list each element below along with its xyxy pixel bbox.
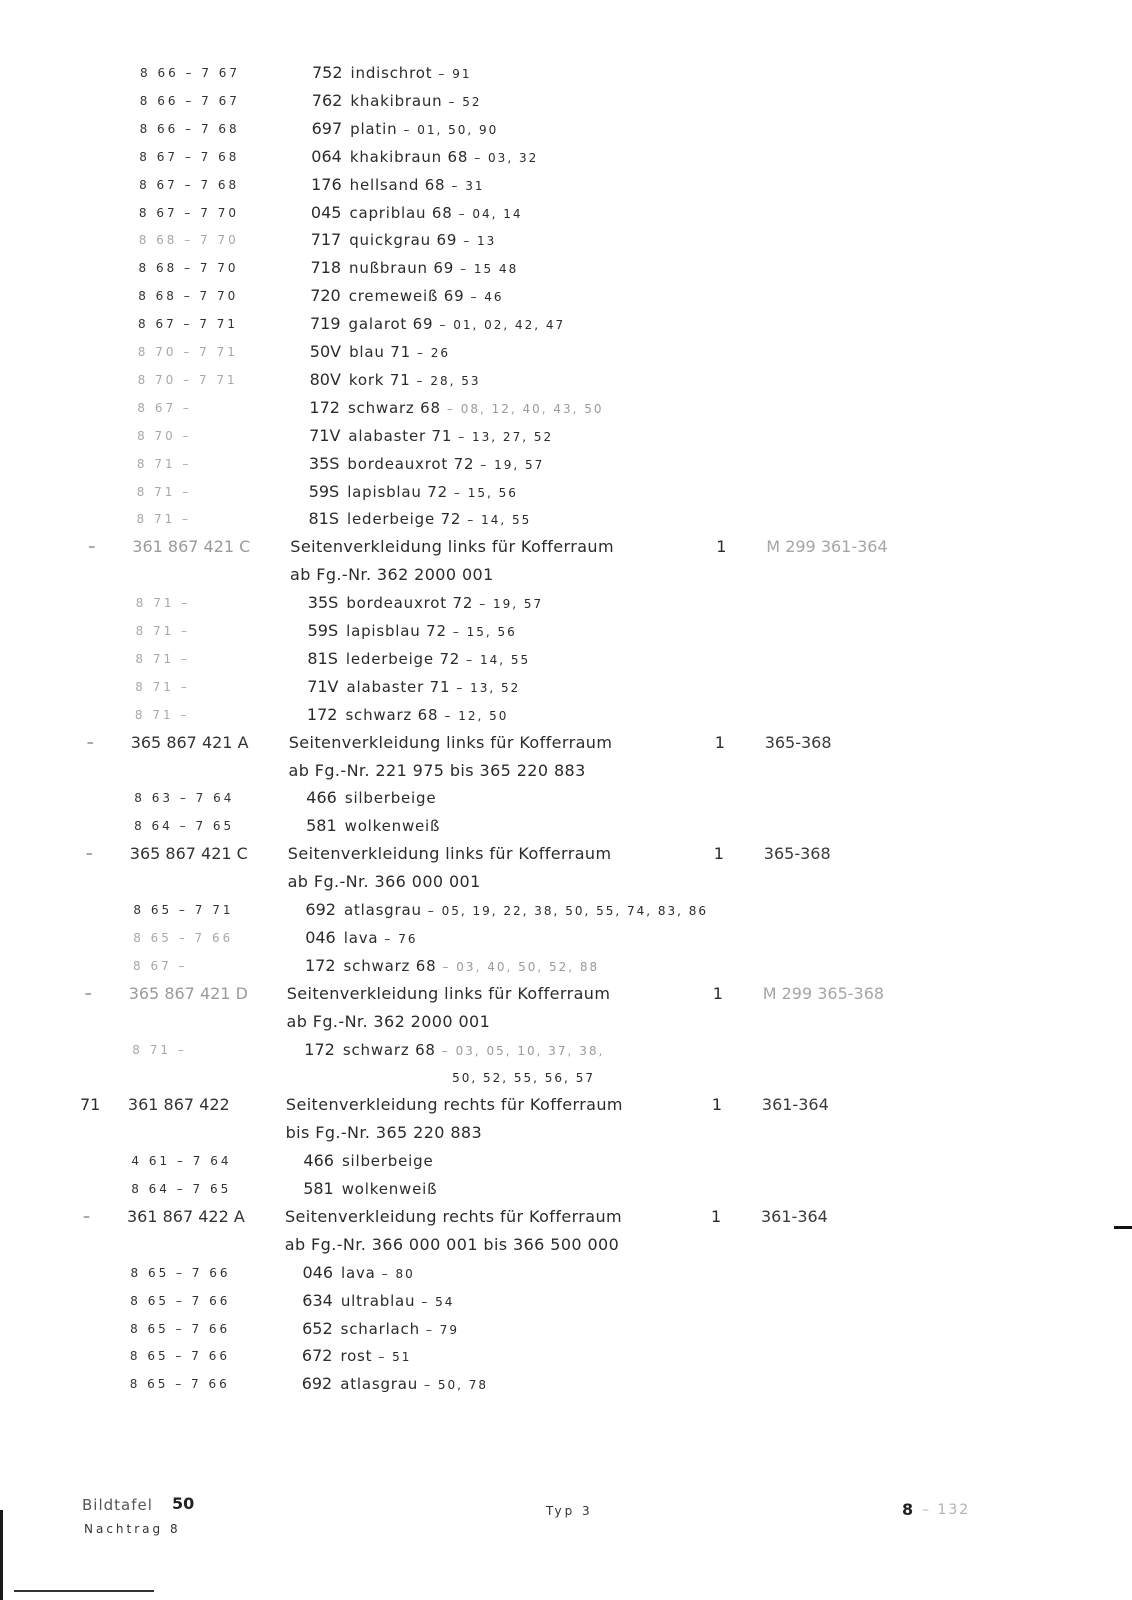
validity-date: 8 70 – 7 71 <box>137 372 238 387</box>
part-description: Seitenverkleidung links für Kofferraum <box>287 844 612 864</box>
colour-entry <box>311 229 497 252</box>
validity-date: 8 70 – 7 71 <box>137 345 238 359</box>
page-number-major: 8 <box>902 1500 914 1519</box>
validity-date: 8 64 – 7 65 <box>134 819 235 834</box>
colour-entry <box>304 1039 604 1062</box>
colour-name: capriblau 68 <box>349 203 453 222</box>
table-row <box>0 1234 1132 1262</box>
table-row <box>0 620 1132 648</box>
usage-codes: – 91 <box>438 67 472 81</box>
colour-entry <box>305 927 417 950</box>
table-row <box>0 285 1132 313</box>
colour-entry <box>305 955 599 978</box>
table-row <box>0 564 1132 592</box>
table-row <box>0 1178 1132 1206</box>
table-row <box>0 202 1132 230</box>
validity-date: 8 65 – 7 66 <box>130 1321 231 1336</box>
colour-name: atlasgrau <box>343 901 422 919</box>
part-number: 361 867 421 C <box>132 537 251 557</box>
part-number: 365 867 421 D <box>128 983 248 1003</box>
colour-entry <box>303 1178 437 1200</box>
colour-name: schwarz 68 <box>342 1040 436 1059</box>
validity-date: 8 68 – 7 70 <box>138 261 239 276</box>
colour-name: wolkenweiß <box>341 1180 438 1198</box>
colour-name: schwarz 68 <box>343 956 437 975</box>
usage-codes: – 79 <box>425 1322 459 1337</box>
colour-entry <box>310 313 565 336</box>
table-row <box>0 732 1132 760</box>
usage-codes: – 12, 50 <box>444 708 509 723</box>
validity-date: 8 71 – <box>135 651 190 666</box>
table-row <box>0 1150 1132 1178</box>
quantity: 1 <box>711 1206 722 1226</box>
colour-code: 172 <box>305 955 336 975</box>
validity-date: 8 65 – 7 66 <box>129 1377 230 1392</box>
colour-code: 172 <box>309 397 340 417</box>
quantity: 1 <box>711 1095 723 1115</box>
table-row <box>0 174 1132 202</box>
colour-code: 718 <box>310 258 342 278</box>
part-description: ab Fg.-Nr. 221 975 bis 365 220 883 <box>288 760 586 780</box>
table-row <box>0 118 1132 146</box>
colour-name: lederbeige 72 <box>347 510 462 529</box>
bottom-rule <box>14 1590 154 1592</box>
usage-codes: – 15, 56 <box>453 485 518 500</box>
usage-codes: 50, 52, 55, 56, 57 <box>452 1071 595 1086</box>
colour-name: alabaster 71 <box>348 426 453 445</box>
usage-codes: – 26 <box>416 346 451 360</box>
colour-code: 697 <box>311 118 343 138</box>
table-row <box>0 508 1132 536</box>
table-row <box>0 425 1132 453</box>
table-row <box>0 313 1132 341</box>
colour-entry <box>309 425 553 448</box>
colour-name: khakibraun <box>350 91 443 110</box>
table-row <box>0 1066 1132 1094</box>
usage-codes: – 52 <box>448 94 482 109</box>
usage-codes: – 04, 14 <box>458 206 523 221</box>
colour-entry <box>309 508 532 531</box>
remark: 361-364 <box>761 1095 829 1115</box>
colour-name: hellsand 68 <box>349 175 446 194</box>
plate-label: Bildtafel <box>82 1496 153 1514</box>
colour-code: 634 <box>302 1290 333 1310</box>
colour-entry <box>452 1066 595 1089</box>
colour-entry <box>311 174 484 197</box>
quantity: 1 <box>713 844 724 864</box>
usage-codes: – 14, 55 <box>467 513 532 528</box>
usage-codes: – 14, 55 <box>466 652 531 667</box>
position-number: 71 <box>80 1095 101 1115</box>
colour-entry <box>306 815 440 837</box>
quantity: 1 <box>716 537 727 557</box>
colour-code: 59S <box>307 621 339 640</box>
colour-code: 466 <box>306 788 337 808</box>
colour-code: 172 <box>306 704 338 724</box>
colour-entry <box>303 1150 433 1172</box>
part-number: 365 867 421 C <box>129 844 248 864</box>
colour-entry <box>302 1373 488 1396</box>
colour-name: schwarz 68 <box>347 398 441 417</box>
colour-code: 045 <box>310 202 342 222</box>
usage-codes: – 19, 57 <box>480 457 545 472</box>
remark: M 299 361-364 <box>766 537 888 557</box>
colour-entry <box>309 453 544 476</box>
colour-code: 71V <box>307 676 339 696</box>
validity-date: 4 61 – 7 64 <box>131 1154 232 1169</box>
table-row <box>0 1206 1132 1234</box>
colour-code: 81S <box>307 648 338 668</box>
table-row <box>0 146 1132 174</box>
colour-name: atlasgrau <box>340 1375 419 1394</box>
table-row <box>0 927 1132 955</box>
colour-code: 59S <box>308 481 340 501</box>
usage-codes: – 13, 52 <box>456 680 521 695</box>
usage-codes: – 54 <box>421 1294 455 1309</box>
colour-entry <box>310 285 503 308</box>
item-dash: – <box>84 985 92 1002</box>
colour-name: blau 71 <box>349 343 411 361</box>
table-row <box>0 592 1132 620</box>
usage-codes: – 01, 02, 42, 47 <box>439 318 566 333</box>
usage-codes: – 80 <box>381 1266 415 1281</box>
colour-name: wolkenweiß <box>344 817 441 836</box>
plate-number: 50 <box>172 1494 195 1513</box>
table-row <box>0 815 1132 843</box>
usage-codes: – 46 <box>470 290 504 305</box>
table-row <box>0 481 1132 509</box>
usage-codes: – 31 <box>451 178 485 193</box>
usage-codes: – 28, 53 <box>416 373 481 388</box>
table-row <box>0 369 1132 397</box>
validity-date: 8 71 – <box>135 624 191 638</box>
colour-entry <box>311 257 519 280</box>
table-row <box>0 1345 1132 1373</box>
colour-name: lapisblau 72 <box>346 622 447 640</box>
colour-code: 692 <box>301 1374 333 1394</box>
colour-name: scharlach <box>340 1319 420 1338</box>
table-row <box>0 536 1132 564</box>
colour-entry <box>305 899 708 922</box>
colour-entry <box>312 62 471 85</box>
table-row <box>0 1122 1132 1150</box>
item-dash: – <box>83 1208 90 1225</box>
colour-name: bordeauxrot 72 <box>347 454 475 473</box>
part-number: 361 867 422 <box>127 1095 230 1115</box>
part-number: 365 867 421 A <box>130 732 249 752</box>
validity-date: 8 67 – <box>133 958 188 973</box>
validity-date: 8 63 – 7 64 <box>134 791 235 806</box>
part-description: ab Fg.-Nr. 366 000 001 <box>287 872 481 892</box>
colour-code: 80V <box>309 369 341 389</box>
validity-date: 8 65 – 7 71 <box>133 903 234 917</box>
colour-code: 581 <box>306 816 337 836</box>
usage-codes: – 13, 27, 52 <box>458 429 554 444</box>
colour-entry <box>302 1345 412 1368</box>
colour-name: lapisblau 72 <box>347 482 448 501</box>
validity-date: 8 67 – 7 71 <box>138 317 239 332</box>
validity-date: 8 65 – 7 66 <box>130 1265 231 1280</box>
colour-code: 719 <box>310 314 341 334</box>
colour-name: silberbeige <box>344 789 437 808</box>
colour-entry <box>311 146 538 169</box>
usage-codes: – 15, 56 <box>452 625 517 639</box>
usage-codes: – 03, 05, 10, 37, 38, <box>441 1043 605 1058</box>
table-row <box>0 1318 1132 1346</box>
colour-code: 652 <box>302 1318 333 1338</box>
usage-codes: – 01, 50, 90 <box>403 122 499 137</box>
validity-date: 8 71 – <box>136 456 192 471</box>
item-dash: – <box>88 539 96 556</box>
validity-date: 8 65 – 7 66 <box>133 930 234 945</box>
validity-date: 8 64 – 7 65 <box>131 1182 232 1196</box>
table-row <box>0 1011 1132 1039</box>
part-description: ab Fg.-Nr. 362 2000 001 <box>290 565 494 585</box>
colour-code: 172 <box>304 1039 335 1059</box>
colour-code: 81S <box>308 509 340 529</box>
item-dash: – <box>86 734 94 751</box>
colour-code: 50V <box>309 342 342 361</box>
colour-entry <box>310 341 450 364</box>
bottom-left-scan-edge <box>0 1510 3 1600</box>
supplement-label: Nachtrag 8 <box>84 1522 181 1536</box>
table-row <box>0 62 1132 90</box>
page-number-minor: – 132 <box>922 1502 971 1518</box>
part-number: 361 867 422 A <box>127 1206 245 1226</box>
table-row <box>0 648 1132 676</box>
colour-name: lava <box>343 928 379 947</box>
table-row <box>0 1373 1132 1401</box>
table-row <box>0 229 1132 257</box>
validity-date: 8 71 – <box>135 679 190 694</box>
vehicle-type: Typ 3 <box>546 1504 593 1518</box>
table-row <box>0 704 1132 732</box>
colour-entry <box>307 704 508 727</box>
colour-name: nußbraun 69 <box>349 259 455 278</box>
validity-date: 8 71 – <box>136 484 192 499</box>
validity-date: 8 66 – 7 68 <box>139 121 240 136</box>
validity-date: 8 66 – 7 67 <box>140 66 241 80</box>
colour-name: rost <box>340 1347 373 1366</box>
validity-date: 8 71 – <box>132 1042 187 1057</box>
colour-name: lederbeige 72 <box>345 649 461 668</box>
colour-entry <box>302 1290 454 1313</box>
colour-entry <box>310 369 481 392</box>
table-row <box>0 1094 1132 1122</box>
table-row <box>0 899 1132 927</box>
colour-name: quickgrau 69 <box>349 231 458 250</box>
colour-entry <box>307 648 530 671</box>
table-row <box>0 257 1132 285</box>
part-description: bis Fg.-Nr. 365 220 883 <box>285 1123 483 1143</box>
part-description: ab Fg.-Nr. 362 2000 001 <box>286 1011 491 1031</box>
validity-date: 8 71 – <box>134 707 190 722</box>
part-description: Seitenverkleidung rechts für Kofferraum <box>285 1095 623 1115</box>
part-description: Seitenverkleidung rechts für Kofferraum <box>285 1206 623 1226</box>
validity-date: 8 65 – 7 66 <box>130 1293 231 1308</box>
colour-name: indischrot <box>350 64 433 82</box>
validity-date: 8 65 – 7 66 <box>129 1349 230 1364</box>
table-row <box>0 453 1132 481</box>
colour-name: alabaster 71 <box>346 677 451 696</box>
colour-code: 672 <box>301 1346 333 1366</box>
validity-date: 8 71 – <box>135 596 191 611</box>
colour-name: lava <box>341 1263 376 1282</box>
colour-name: galarot 69 <box>348 315 434 334</box>
table-row <box>0 1039 1132 1067</box>
right-margin-mark <box>1114 1226 1132 1229</box>
colour-entry <box>312 90 482 113</box>
colour-entry <box>309 481 518 504</box>
colour-code: 720 <box>310 286 341 306</box>
table-row <box>0 1262 1132 1290</box>
colour-name: khakibraun 68 <box>349 147 469 166</box>
table-row <box>0 787 1132 815</box>
colour-entry <box>308 592 543 615</box>
validity-date: 8 68 – 7 70 <box>138 289 239 304</box>
colour-name: bordeauxrot 72 <box>346 594 474 613</box>
colour-entry <box>303 1262 415 1285</box>
usage-codes: – 08, 12, 40, 43, 50 <box>446 401 604 416</box>
table-row <box>0 871 1132 899</box>
colour-code: 692 <box>305 900 336 919</box>
colour-entry <box>311 202 523 225</box>
colour-name: platin <box>350 119 398 138</box>
table-row <box>0 760 1132 788</box>
colour-entry <box>309 397 603 420</box>
usage-codes: – 76 <box>384 931 418 946</box>
remark: 365-368 <box>763 844 831 864</box>
quantity: 1 <box>714 732 725 752</box>
colour-code: 35S <box>308 453 340 473</box>
validity-date: 8 67 – 7 70 <box>138 205 239 220</box>
colour-code: 046 <box>302 1262 334 1282</box>
validity-date: 8 66 – 7 67 <box>139 93 240 108</box>
colour-code: 581 <box>303 1179 334 1198</box>
colour-code: 35S <box>307 593 339 613</box>
table-row <box>0 397 1132 425</box>
colour-code: 064 <box>311 146 342 166</box>
colour-code: 466 <box>303 1151 334 1171</box>
table-row <box>0 90 1132 118</box>
colour-entry <box>308 620 517 643</box>
validity-date: 8 67 – 7 68 <box>139 177 240 192</box>
colour-name: schwarz 68 <box>345 705 439 724</box>
remark: M 299 365-368 <box>762 983 885 1003</box>
part-description: Seitenverkleidung links für Kofferraum <box>286 983 611 1003</box>
part-description: ab Fg.-Nr. 366 000 001 bis 366 500 000 <box>284 1234 620 1254</box>
colour-entry <box>312 118 499 141</box>
colour-name: ultrablau <box>340 1291 416 1310</box>
validity-date: 8 71 – <box>136 512 192 527</box>
table-row <box>0 955 1132 983</box>
remark: 361-364 <box>761 1206 828 1226</box>
colour-code: 717 <box>310 230 342 250</box>
quantity: 1 <box>712 983 723 1003</box>
part-description: Seitenverkleidung links für Kofferraum <box>288 732 613 752</box>
colour-code: 046 <box>305 927 336 947</box>
usage-codes: – 51 <box>378 1350 412 1365</box>
usage-codes: – 50, 78 <box>424 1378 489 1393</box>
colour-entry <box>302 1318 459 1341</box>
colour-name: cremeweiß 69 <box>348 287 465 306</box>
validity-date: 8 67 – <box>137 400 192 415</box>
colour-entry <box>307 676 520 699</box>
usage-codes: – 03, 40, 50, 52, 88 <box>442 959 600 974</box>
item-dash: – <box>85 846 93 863</box>
remark: 365-368 <box>764 732 832 752</box>
table-row <box>0 983 1132 1011</box>
part-description: Seitenverkleidung links für Kofferraum <box>290 537 614 557</box>
validity-date: 8 68 – 7 70 <box>138 233 239 248</box>
colour-code: 71V <box>309 425 341 445</box>
usage-codes: – 13 <box>463 234 497 249</box>
validity-date: 8 67 – 7 68 <box>139 149 240 164</box>
table-row <box>0 843 1132 871</box>
usage-codes: – 03, 32 <box>474 150 539 165</box>
colour-code: 762 <box>311 90 343 110</box>
colour-name: kork 71 <box>348 370 411 389</box>
colour-code: 176 <box>311 174 342 194</box>
colour-name: silberbeige <box>341 1152 434 1171</box>
validity-date: 8 70 – <box>137 428 192 443</box>
usage-codes: – 19, 57 <box>479 597 544 612</box>
table-row <box>0 341 1132 369</box>
colour-code: 752 <box>312 63 343 82</box>
usage-codes: – 15 48 <box>460 262 519 277</box>
table-row <box>0 1290 1132 1318</box>
colour-entry <box>306 787 436 809</box>
table-row <box>0 676 1132 704</box>
usage-codes: – 05, 19, 22, 38, 50, 55, 74, 83, 86 <box>427 904 709 918</box>
